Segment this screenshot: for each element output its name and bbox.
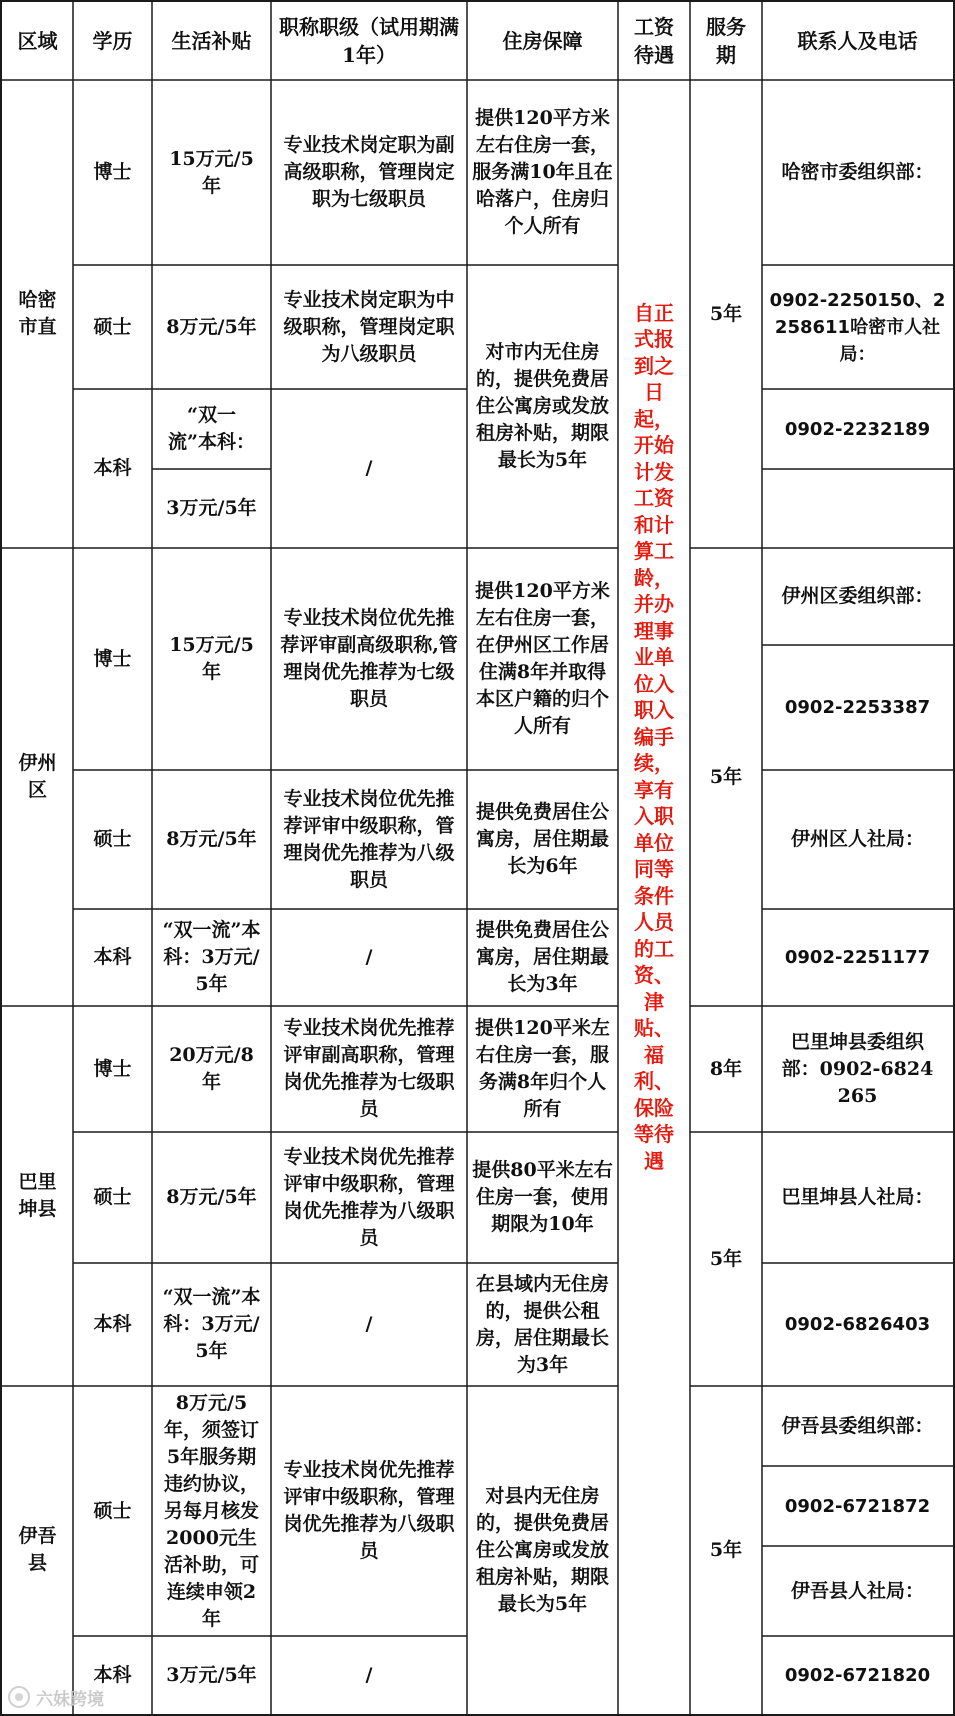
watermark-logo-icon (8, 1686, 30, 1708)
hami-phd-housing: 提供120平方米左右住房一套，服务满10年且在哈落户，住房归个人所有 (472, 107, 613, 237)
yizhou-phd-housing: 提供120平方米左右住房一套，在伊州区工作居住满8年并取得本区户籍的归个人所有 (475, 580, 610, 737)
barkol-master-title: 专业技术岗优先推荐评审中级职称，管理岗优先推荐为八级职员 (283, 1145, 455, 1249)
hami-master-title: 专业技术岗定职为中级职称，管理岗定职为八级职员 (283, 288, 455, 365)
hami-bachelor-subsidy-a: “双一流”本科： (168, 404, 255, 453)
region-barkol: 巴里坤县 (18, 1171, 57, 1220)
header-subsidy: 生活补贴 (171, 29, 252, 53)
hami-bachelor-subsidy-b: 3万元/5年 (166, 497, 257, 519)
salary-benefits-shared: 自正式报到之日起，开始计发工资和计算工龄，并办理事业单位入职入编手续，享有入职单位同等条件人员的工资、津贴、福利、保险等待遇 (634, 300, 674, 1173)
hami-contact-2: 0902-2250150、2258611哈密市人社局： (769, 289, 946, 365)
barkol-phd-title: 专业技术岗优先推荐评审副高职称，管理岗优先推荐为七级职员 (283, 1017, 455, 1120)
yizhou-master-title: 专业技术岗位优先推荐评审中级职称，管理岗优先推荐为八级职员 (283, 787, 455, 891)
yiwu-service: 5年 (709, 1538, 743, 1561)
barkol-contact-3: 0902-6826403 (784, 1314, 931, 1335)
yizhou-service: 5年 (709, 765, 743, 788)
hami-service: 5年 (709, 302, 743, 325)
yiwu-contact-4: 0902-6721820 (784, 1664, 931, 1686)
yizhou-phd-degree: 博士 (93, 647, 132, 670)
barkol-bachelor-title: / (365, 1313, 373, 1335)
yizhou-contact-3: 伊州区人社局： (790, 828, 924, 850)
yiwu-master-degree: 硕士 (93, 1499, 132, 1522)
barkol-phd-contact: 巴里坤县委组织部：0902-6824265 (781, 1030, 934, 1107)
hami-contact-1: 哈密市委组织部： (781, 161, 934, 183)
yiwu-master-subsidy: 8万元/5年，须签订5年服务期违约协议，另每月核发2000元生活补助，可连续申领2年 (163, 1391, 259, 1630)
yizhou-phd-subsidy: 15万元/5年 (169, 634, 254, 683)
hami-master-degree: 硕士 (93, 315, 132, 338)
yiwu-bachelor-title: / (365, 1663, 373, 1686)
hami-phd-degree: 博士 (93, 161, 132, 183)
header-region: 区域 (17, 29, 58, 53)
region-yizhou: 伊州区 (18, 752, 57, 801)
yiwu-bachelor-degree: 本科 (93, 1663, 132, 1686)
yizhou-bachelor-title: / (365, 946, 373, 968)
barkol-bachelor-degree: 本科 (93, 1313, 132, 1335)
header-housing: 住房保障 (502, 29, 583, 53)
yizhou-phd-title: 专业技术岗位优先推荐评审副高级职称,管理岗优先推荐为七级职员 (280, 607, 458, 710)
yiwu-contact-2: 0902-6721872 (784, 1495, 931, 1517)
yiwu-contact-3: 伊吾县人社局： (790, 1579, 924, 1602)
region-hami: 哈密市直 (18, 289, 57, 338)
watermark (8, 1684, 104, 1710)
barkol-phd-subsidy: 20万元/8年 (169, 1044, 254, 1093)
region-yiwu: 伊吾县 (18, 1525, 57, 1574)
barkol-service-rest: 5年 (709, 1247, 743, 1270)
barkol-master-degree: 硕士 (93, 1186, 132, 1208)
watermark-text: 六妹跨境 (36, 1689, 104, 1710)
yizhou-bachelor-subsidy: “双一流”本科：3万元/5年 (162, 919, 261, 995)
barkol-phd-service: 8年 (709, 1057, 743, 1080)
header-degree: 学历 (92, 29, 133, 53)
yizhou-contact-1: 伊州区委组织部： (781, 585, 934, 607)
header-service: 服务期 (706, 15, 746, 67)
header-title-level: 职称职级（试用期满1年） (279, 15, 459, 67)
hami-master-subsidy: 8万元/5年 (166, 315, 257, 338)
hami-phd-title: 专业技术岗定职为副高级职称，管理岗定职为七级职员 (283, 134, 455, 210)
header-salary: 工资待遇 (634, 15, 674, 67)
yizhou-master-housing: 提供免费居住公寓房，居住期最长为6年 (475, 801, 609, 877)
yizhou-bachelor-housing: 提供免费居住公寓房，居住期最长为3年 (475, 919, 609, 995)
barkol-master-subsidy: 8万元/5年 (166, 1186, 257, 1208)
yiwu-housing-shared: 对县内无住房的，提供免费居住公寓房或发放租房补贴，期限最长为5年 (475, 1484, 609, 1615)
yizhou-bachelor-degree: 本科 (93, 946, 132, 968)
yizhou-contact-2: 0902-2253387 (784, 697, 931, 718)
hami-contact-4 (762, 469, 953, 548)
yiwu-contact-1: 伊吾县委组织部： (781, 1414, 934, 1437)
yizhou-contact-4: 0902-2251177 (784, 947, 931, 968)
barkol-contact-2: 巴里坤县人社局： (781, 1186, 934, 1208)
barkol-phd-degree: 博士 (93, 1057, 132, 1080)
barkol-master-housing: 提供80平米左右住房一套，使用期限为10年 (472, 1159, 613, 1235)
yiwu-bachelor-subsidy: 3万元/5年 (166, 1663, 257, 1686)
yiwu-master-title: 专业技术岗优先推荐评审中级职称，管理岗优先推荐为八级职员 (283, 1459, 455, 1562)
hami-bachelor-title: / (365, 457, 373, 479)
yizhou-master-subsidy: 8万元/5年 (166, 828, 257, 850)
hami-bachelor-degree: 本科 (93, 457, 132, 479)
header-contact: 联系人及电话 (797, 29, 918, 53)
hami-phd-subsidy: 15万元/5年 (169, 147, 254, 197)
barkol-bachelor-housing: 在县域内无住房的，提供公租房，居住期最长为3年 (475, 1272, 609, 1376)
yizhou-master-degree: 硕士 (93, 828, 132, 850)
barkol-bachelor-subsidy: “双一流”本科：3万元/5年 (162, 1286, 261, 1362)
barkol-phd-housing: 提供120平米左右住房一套，服务满8年归个人所有 (475, 1017, 610, 1120)
hami-housing-shared: 对市内无住房的，提供免费居住公寓房或发放租房补贴，期限最长为5年 (475, 341, 609, 471)
hami-contact-3: 0902-2232189 (784, 418, 931, 440)
